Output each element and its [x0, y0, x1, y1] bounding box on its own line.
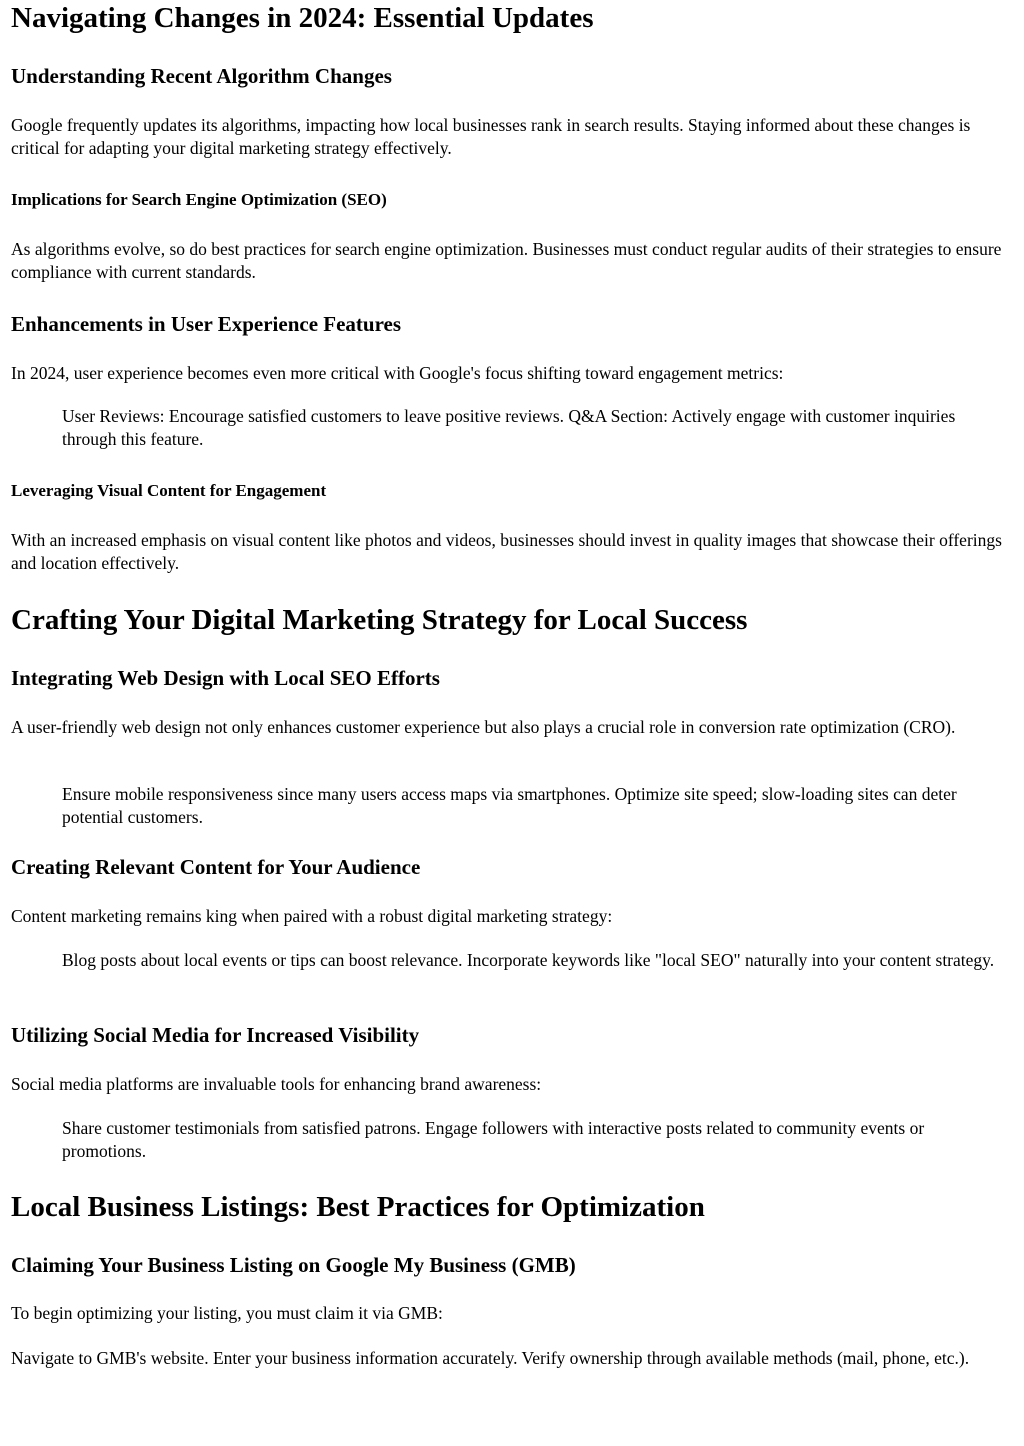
subheading-relevant-content: Creating Relevant Content for Your Audience [11, 855, 421, 879]
paragraph-relevant-content: Content marketing remains king when paired with a robust digital marketing strategy: [11, 906, 613, 926]
paragraph-seo-implications: As algorithms evolve, so do best practices for search engine optimization. Businesses must conduct regular audits of their strategies to ensure compliance with current standards. [11, 239, 1002, 282]
paragraph-gmb-steps: Navigate to GMB's website. Enter your business information accurately. Verify ownership through available methods (mail, phone, etc.). [11, 1348, 970, 1368]
paragraph-social-media: Social media platforms are invaluable tools for enhancing brand awareness: [11, 1074, 542, 1094]
section-heading-updates-2024: Navigating Changes in 2024: Essential Updates [11, 2, 594, 34]
paragraph-claim-gmb: To begin optimizing your listing, you must claim it via GMB: [11, 1303, 443, 1323]
paragraph-visual-content: With an increased emphasis on visual content like photos and videos, businesses should invest in quality images that showcase their offerings and location effectively. [11, 530, 1002, 573]
paragraph-web-design: A user-friendly web design not only enhances customer experience but also plays a crucial role in conversion rate optimization (CRO). [11, 717, 956, 737]
subheading-claim-gmb: Claiming Your Business Listing on Google My Business (GMB) [11, 1253, 576, 1277]
paragraph-user-experience: In 2024, user experience becomes even more critical with Google's focus shifting toward engagement metrics: [11, 363, 784, 383]
section-heading-business-listings: Local Business Listings: Best Practices for Optimization [11, 1191, 705, 1223]
blockquote-blog-posts: Blog posts about local events or tips can boost relevance. Incorporate keywords like "local SEO" naturally into your content strategy. [62, 950, 995, 970]
subheading-social-media: Utilizing Social Media for Increased Visibility [11, 1023, 420, 1047]
blockquote-mobile-responsiveness: Ensure mobile responsiveness since many users access maps via smartphones. Optimize site speed; slow-loading sites can deter potential customers. [62, 784, 957, 827]
subheading-web-design: Integrating Web Design with Local SEO Efforts [11, 666, 440, 690]
subheading-algorithm-changes: Understanding Recent Algorithm Changes [11, 64, 392, 88]
subheading-user-experience: Enhancements in User Experience Features [11, 312, 402, 336]
section-heading-digital-strategy: Crafting Your Digital Marketing Strategy for Local Success [11, 604, 748, 636]
minor-heading-seo-implications: Implications for Search Engine Optimization (SEO) [11, 190, 387, 209]
blockquote-testimonials: Share customer testimonials from satisfied patrons. Engage followers with interactive posts related to community events or promotions. [62, 1118, 925, 1161]
minor-heading-visual-content: Leveraging Visual Content for Engagement [11, 481, 327, 500]
blockquote-user-reviews: User Reviews: Encourage satisfied customers to leave positive reviews. Q&A Section: Actively engage with customer inquiries through this feature. [62, 406, 956, 449]
paragraph-algorithm-changes: Google frequently updates its algorithms, impacting how local businesses rank in search results. Staying informed about these changes is critical for adapting your digital marketing strategy effectively. [11, 115, 971, 158]
